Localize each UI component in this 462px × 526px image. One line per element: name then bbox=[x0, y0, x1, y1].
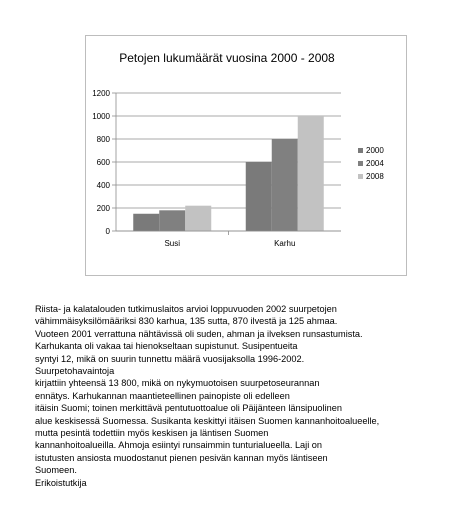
text-line: kirjattiin yhteensä 13 800, mikä on nykymuotoisen suurpetoseurannan bbox=[35, 378, 320, 389]
bar-karhu-2004 bbox=[272, 139, 298, 231]
text-line: Suurpetohavaintoja bbox=[35, 366, 115, 377]
body-text bbox=[35, 303, 455, 489]
text-line: Karhukanta oli vakaa tai hienokseltaan supistunut. Susipentueita bbox=[35, 341, 298, 352]
bars-layer bbox=[133, 116, 324, 231]
y-tick-label: 200 bbox=[96, 204, 110, 213]
legend-label-2004: 2004 bbox=[366, 159, 384, 168]
legend-swatch-2004 bbox=[358, 161, 363, 166]
x-tick-label-karhu: Karhu bbox=[274, 239, 296, 248]
chart-title: Petojen lukumäärät vuosina 2000 - 2008 bbox=[119, 51, 335, 65]
chart-svg bbox=[86, 36, 406, 275]
y-tick-label: 0 bbox=[105, 227, 110, 236]
bar-susi-2000 bbox=[133, 214, 159, 231]
x-tick-label-susi: Susi bbox=[164, 239, 181, 248]
text-line: alue keskisessä Suomessa. Susikanta keskittyi itäisen Suomen kannanhoitoalueelle, bbox=[35, 415, 380, 426]
y-tick-label: 1000 bbox=[92, 112, 110, 121]
text-line: mutta pesintä todettiin myös keskisen ja läntisen Suomen bbox=[35, 428, 269, 439]
text-line: vähimmäisyksilömääriksi 830 karhua, 135 sutta, 870 ilvestä ja 125 ahmaa. bbox=[35, 316, 338, 327]
y-tick-label: 800 bbox=[96, 135, 110, 144]
legend-swatch-2008 bbox=[358, 174, 363, 179]
text-line: Vuoteen 2001 verrattuna nähtävissä oli suden, ahman ja ilveksen runsastumista. bbox=[35, 328, 363, 339]
text-line: Riista- ja kalatalouden tutkimuslaitos arvioi loppuvuoden 2002 suurpetojen bbox=[35, 304, 337, 314]
legend-label-2008: 2008 bbox=[366, 172, 384, 181]
chart-frame bbox=[85, 35, 407, 276]
text-line: itäisin Suomi; toinen merkittävä pentutuottoalue oli Päijänteen länsipuolinen bbox=[35, 403, 342, 414]
y-tick-label: 400 bbox=[96, 181, 110, 190]
bar-susi-2004 bbox=[159, 210, 185, 231]
text-line: syntyi 12, mikä on suurin tunnettu määrä vuosijaksolla 1996-2002. bbox=[35, 353, 305, 364]
text-line: istutusten ansiosta muodostanut pienen pesivän kannan myös läntiseen bbox=[35, 452, 328, 463]
bar-karhu-2000 bbox=[246, 162, 272, 231]
text-line: kannanhoitoalueilla. Ahmoja esiintyi runsaimmin tunturialueella. Laji on bbox=[35, 440, 323, 451]
legend-swatch-2000 bbox=[358, 148, 363, 153]
y-tick-label: 1200 bbox=[92, 89, 110, 98]
text-line: Erikoistutkija bbox=[35, 477, 87, 488]
bar-karhu-2008 bbox=[298, 116, 324, 231]
text-line: ennätys. Karhukannan maantieteellinen painopiste oli edelleen bbox=[35, 390, 290, 401]
text-line: Suomeen. bbox=[35, 465, 77, 476]
y-tick-label: 600 bbox=[96, 158, 110, 167]
legend-label-2000: 2000 bbox=[366, 146, 384, 155]
legend bbox=[358, 146, 384, 181]
bar-susi-2008 bbox=[185, 206, 211, 231]
